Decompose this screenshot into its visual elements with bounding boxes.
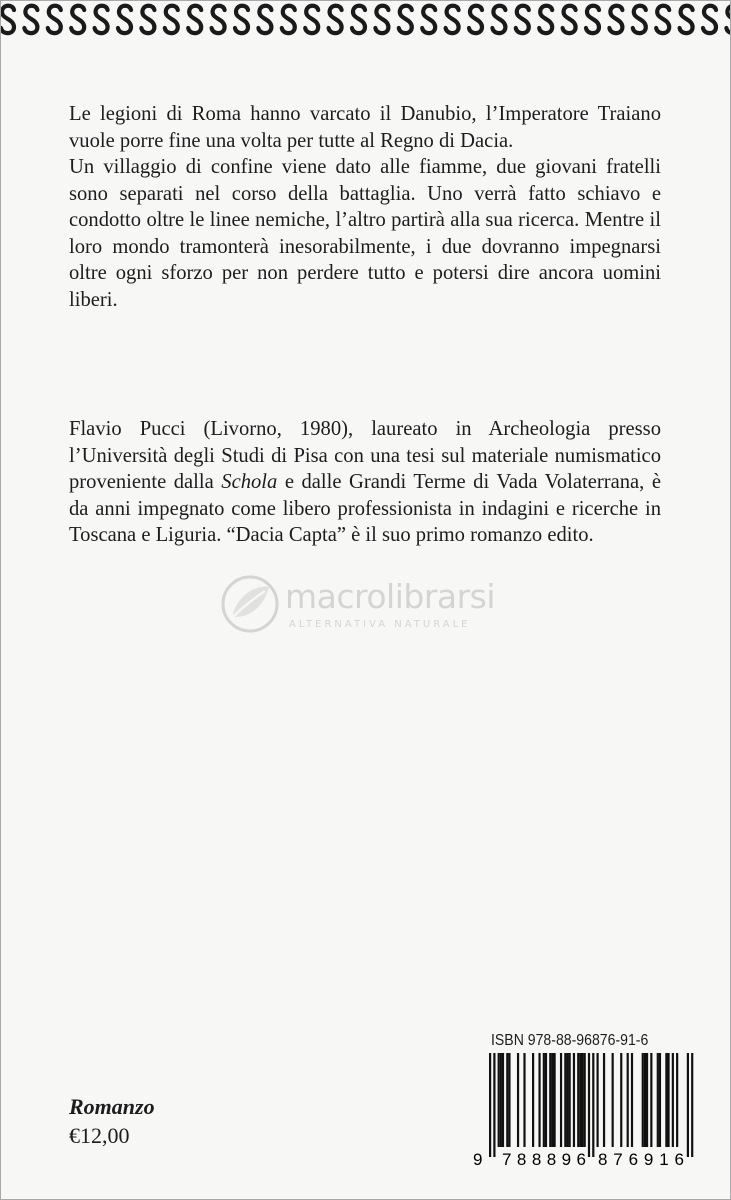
scroll-ornament-stroke (726, 6, 730, 33)
barcode-bar (631, 1053, 633, 1147)
scroll-ornament-stroke (235, 6, 248, 33)
author-bio-part: e dalle Grandi Terme di Vada Volaterrana, è da anni impegnato come libero professionista in indagini e ricerche in Toscana e Liguria. “Dacia Capta” è il suo primo romanzo edito. (69, 471, 661, 546)
barcode-bar (538, 1053, 540, 1147)
scroll-ornament-stroke (539, 6, 552, 33)
scroll-ornament-stroke (633, 6, 646, 33)
barcode-first-digit: 9 (473, 1150, 483, 1169)
scroll-ornament-stroke (24, 6, 37, 33)
scroll-ornament-stroke (329, 6, 342, 33)
author-bio-italic: Schola (221, 471, 278, 493)
barcode-left-digits: 788896 (502, 1150, 586, 1169)
watermark (219, 573, 529, 643)
barcode-bar (665, 1053, 667, 1147)
barcode-bar (592, 1053, 594, 1157)
scroll-ornament-stroke (563, 6, 576, 33)
scroll-ornament-stroke (422, 6, 435, 33)
barcode-bar (659, 1053, 661, 1147)
barcode-bar (627, 1053, 629, 1147)
leaf-circle-icon (219, 573, 281, 635)
barcode-bar (620, 1053, 622, 1147)
barcode-bar (579, 1053, 581, 1147)
scroll-ornament-stroke (165, 6, 178, 33)
scroll-ornament-stroke (95, 6, 108, 33)
scroll-ornament-stroke (446, 6, 459, 33)
barcode-bar (532, 1053, 534, 1147)
barcode-bar (508, 1053, 510, 1147)
barcode (471, 1053, 703, 1171)
barcode-bar (551, 1053, 553, 1147)
scroll-ornament-stroke (656, 6, 669, 33)
barcode-bar (667, 1053, 669, 1147)
barcode-bar (676, 1053, 678, 1147)
barcode-bar (581, 1053, 583, 1147)
scroll-ornament-stroke (492, 6, 505, 33)
scroll-ornament-stroke (1, 6, 14, 33)
barcode-bar (657, 1053, 659, 1147)
scroll-ornament-stroke (258, 6, 271, 33)
watermark-tagline: ALTERNATIVA NATURALE (289, 619, 471, 630)
barcode-bar (498, 1053, 500, 1147)
scroll-ornament-stroke (352, 6, 365, 33)
barcode-bar (642, 1053, 644, 1147)
watermark-name: macrolibrarsi (285, 577, 496, 616)
scroll-ornament-icon (1, 1, 730, 41)
scroll-ornament-stroke (609, 6, 622, 33)
barcode-bar (644, 1053, 646, 1147)
barcode-bar (691, 1053, 693, 1157)
barcode-bar (687, 1053, 689, 1157)
barcode-bar (502, 1053, 504, 1147)
barcode-bar (523, 1053, 525, 1147)
barcode-bar (603, 1053, 605, 1147)
barcode-bar (493, 1053, 495, 1157)
barcode-right-digits: 876916 (598, 1150, 684, 1169)
barcode-bar (560, 1053, 562, 1147)
scroll-ornament-stroke (703, 6, 716, 33)
barcode-bar (588, 1053, 590, 1157)
barcode-bar (545, 1053, 547, 1147)
decorative-header-band (1, 1, 730, 41)
scroll-ornament-stroke (71, 6, 84, 33)
author-bio-text (69, 416, 661, 549)
barcode-bar (549, 1053, 551, 1147)
barcode-bar (569, 1053, 571, 1147)
synopsis (69, 101, 661, 313)
barcode-bar (489, 1053, 491, 1157)
scroll-ornament-stroke (680, 6, 693, 33)
author-bio (69, 416, 661, 549)
synopsis-paragraph: Le legioni di Roma hanno varcato il Danubio, l’Imperatore Traiano vuole porre fine una volta per tutte al Regno di Dacia. (69, 103, 661, 152)
barcode-bar (672, 1053, 674, 1147)
scroll-ornament-stroke (118, 6, 131, 33)
barcode-bar (543, 1053, 545, 1147)
scroll-ornament-stroke (282, 6, 295, 33)
barcode-bar (566, 1053, 568, 1147)
scroll-ornament-stroke (399, 6, 412, 33)
barcode-bar (517, 1053, 519, 1147)
barcode-bar (612, 1053, 614, 1147)
scroll-ornament-stroke (469, 6, 482, 33)
barcode-bar (506, 1053, 508, 1147)
barcode-bar (573, 1053, 575, 1147)
scroll-ornament-stroke (212, 6, 225, 33)
isbn-label: ISBN 978-88-96876-91-6 (491, 1032, 649, 1049)
price-label: €12,00 (69, 1123, 130, 1148)
synopsis-paragraph: Un villaggio di confine viene dato alle fiamme, due giovani fratelli sono separati nel corso della battaglia. Uno verrà fatto schiavo e condotto oltre le linee nemiche, l’altro partirà alla sua ricerca. Mentre il loro mondo tramonterà inesorabilmente, i due dovranno impegnarsi oltre ogni sforzo per non perdere tutto e potersi dire ancora uomini liberi. (69, 156, 661, 311)
scroll-ornament-stroke (516, 6, 529, 33)
barcode-bar (564, 1053, 566, 1147)
barcode-bar (554, 1053, 556, 1147)
genre-label: Romanzo (69, 1094, 155, 1119)
scroll-ornament-stroke (141, 6, 154, 33)
barcode-bar (500, 1053, 502, 1147)
barcode-bar (584, 1053, 586, 1147)
barcode-bar (597, 1053, 599, 1147)
scroll-ornament-stroke (305, 6, 318, 33)
barcode-bar (646, 1053, 648, 1147)
barcode-bar (577, 1053, 579, 1147)
scroll-ornament-stroke (48, 6, 61, 33)
scroll-ornament-stroke (188, 6, 201, 33)
barcode-bar (650, 1053, 652, 1147)
author-bio-part: Flavio Pucci (Livorno, 1980), laureato in Archeologia presso l’Università degli Studi di Pisa con una tesi sul materiale numismatico proveniente dalla (69, 418, 661, 493)
scroll-ornament-stroke (375, 6, 388, 33)
scroll-ornament-stroke (586, 6, 599, 33)
